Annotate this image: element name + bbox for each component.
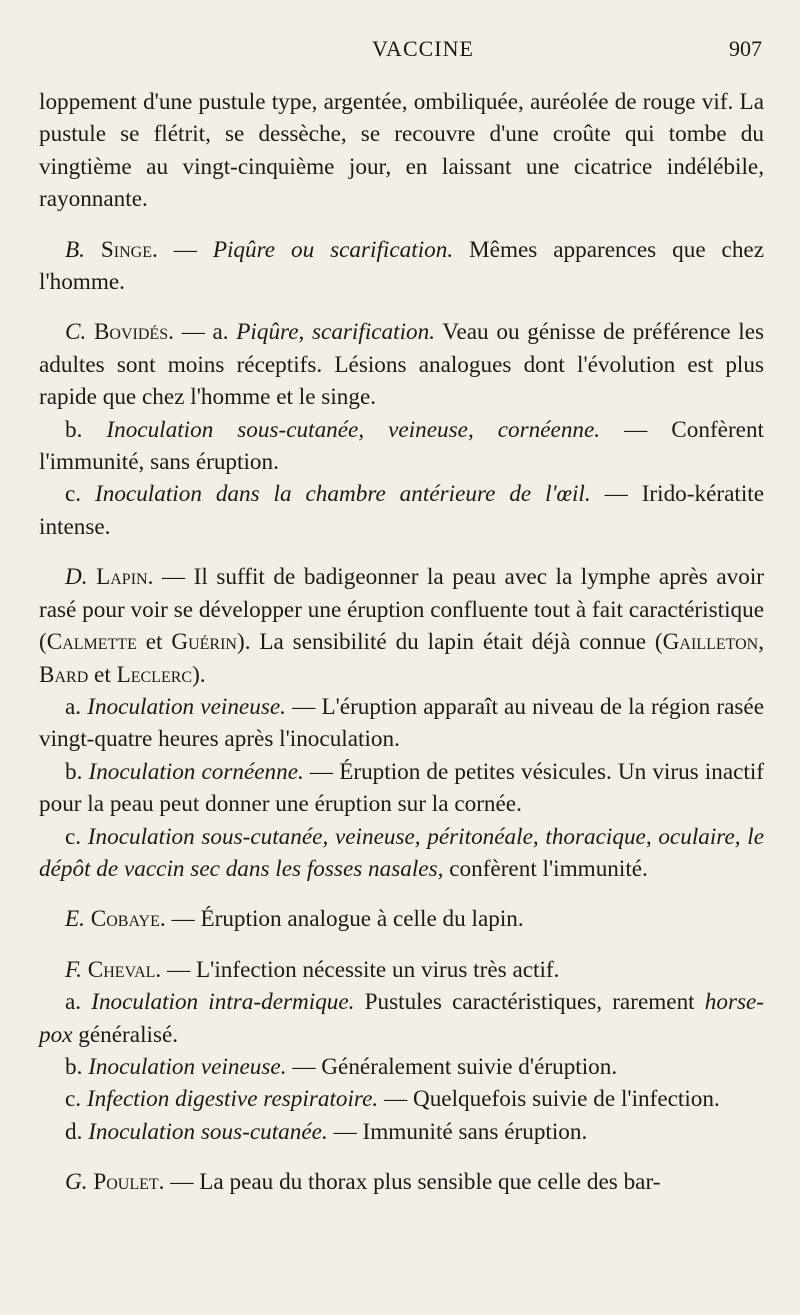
comma: , xyxy=(758,629,765,656)
method-title: Inoculation sous-cutanée. xyxy=(88,1118,328,1145)
method-title: Inoculation veineuse. xyxy=(88,1053,287,1080)
conjunction: et xyxy=(136,629,172,656)
page-header xyxy=(0,36,800,76)
paragraph-text: — Il suffit de badigeonner la peau avec la lymphe après avoir rasé pour voir se développer une éruption confluente tout à fait caractéristique ( xyxy=(39,564,764,656)
sub-label: b. xyxy=(65,758,89,785)
paragraph-text: Veau ou génisse de préférence les adultes sont moins réceptifs. Lésions analogues dont l'évolution est plus rapide que chez l'homme et le singe. xyxy=(39,319,765,411)
paragraph-text: loppement d'une pustule type, argentée, ombiliquée, auréolée de rouge vif. La pustule se flétrit, se dessèche, se recouvre d'une croûte qui tombe du vingtième au vingt-cinquième jour, en laissant une cicatrice indélébile, rayonnante. xyxy=(39,89,764,213)
separator: — xyxy=(173,319,213,346)
paragraph-text: — Quelquefois suivie de l'infection. xyxy=(378,1086,720,1113)
paragraph-text: — Éruption analogue à celle du lapin. xyxy=(165,906,524,933)
sub-label: c. xyxy=(65,481,96,508)
paragraph-text: Mêmes apparences que chez l'homme. xyxy=(39,236,764,296)
subsection-d-a xyxy=(39,691,764,756)
paragraph-text: — La peau du thorax plus sensible que celle des bar- xyxy=(164,1169,661,1196)
paragraph-text: — Généralement suivie d'éruption. xyxy=(286,1053,618,1080)
section-f-cheval xyxy=(39,954,764,986)
paragraph-text: — L'infection nécessite un virus très actif. xyxy=(161,956,560,983)
section-b-singe xyxy=(39,234,764,299)
paragraph-text: ). xyxy=(192,661,206,688)
subsection-f-c xyxy=(39,1083,764,1115)
subsection-f-b xyxy=(39,1051,764,1083)
paragraph-pustule xyxy=(39,86,764,216)
section-heading: Poulet. xyxy=(93,1169,165,1196)
sub-label: d. xyxy=(65,1118,89,1145)
section-e-cobaye xyxy=(39,903,764,935)
paragraph-text: Pustules caractéristiques, rarement xyxy=(354,989,705,1016)
subsection-c-c xyxy=(39,478,764,543)
sub-label: b. xyxy=(65,416,107,443)
section-letter: D. xyxy=(65,564,88,591)
method-title: Inoculation sous-cutanée, veineuse, péritonéale, thoracique, oculaire, le dépôt de vaccin sec dans les fosses nasales, xyxy=(39,823,764,882)
method-title: Piqûre, scarification. xyxy=(236,319,436,346)
conjunction: et xyxy=(88,661,117,688)
method-title: Inoculation intra-dermique. xyxy=(91,989,355,1016)
subsection-f-d xyxy=(39,1116,764,1148)
method-title: Inoculation sous-cutanée, veineuse, cornéenne. xyxy=(106,416,601,443)
paragraph-text: — Irido-kératite intense. xyxy=(39,481,765,540)
section-letter: F. xyxy=(65,956,82,983)
subsection-d-b xyxy=(39,756,764,821)
paragraph-text: ). La sensibilité du lapin était déjà connue ( xyxy=(236,629,663,656)
section-d-lapin xyxy=(39,561,764,691)
page-number: 907 xyxy=(729,36,762,61)
term: horse-pox xyxy=(39,989,764,1048)
sub-label: a. xyxy=(65,693,88,720)
section-heading: Cheval. xyxy=(87,956,162,983)
paragraph-text: — Immunité sans éruption. xyxy=(327,1118,588,1145)
section-letter: G. xyxy=(65,1169,88,1196)
paragraph-text: — Confèrent l'immunité, sans éruption. xyxy=(39,416,765,476)
section-heading: Cobaye. xyxy=(90,906,166,933)
subsection-d-c xyxy=(39,821,764,886)
section-letter: B. xyxy=(65,236,85,263)
method-title: Infection digestive respiratoire. xyxy=(86,1086,379,1113)
section-heading: Bovidés. xyxy=(93,319,174,346)
sub-label: b. xyxy=(65,1053,89,1080)
paragraph-text: — L'éruption apparaît au niveau de la région rasée vingt-quatre heures après l'inoculation. xyxy=(39,693,764,753)
method-title: Piqûre ou scarification. xyxy=(212,236,454,263)
sub-label: c. xyxy=(65,1086,87,1113)
author-name: Calmette xyxy=(46,629,137,656)
section-heading: Lapin. xyxy=(96,564,154,591)
body-text xyxy=(39,86,764,1199)
running-title: VACCINE xyxy=(372,36,474,61)
subsection-f-a xyxy=(39,986,764,1051)
section-c-bovides xyxy=(39,316,764,413)
section-letter: E. xyxy=(65,906,85,933)
method-title: Inoculation veineuse. xyxy=(87,693,286,720)
author-name: Leclerc xyxy=(116,661,193,688)
section-g-poulet xyxy=(39,1166,764,1198)
subsection-c-b xyxy=(39,414,764,479)
method-title: Inoculation cornéenne. xyxy=(88,758,304,785)
paragraph-text: — Éruption de petites vésicules. Un virus inactif pour la peau peut donner une éruption sur la cornée. xyxy=(39,758,765,818)
sub-label: a. xyxy=(212,319,237,346)
sub-label: a. xyxy=(65,989,92,1016)
section-heading: Singe. xyxy=(100,236,158,263)
paragraph-text: généralisé. xyxy=(72,1021,179,1048)
author-name: Bard xyxy=(39,661,89,688)
separator: — xyxy=(157,236,213,263)
paragraph-text: confèrent l'immunité. xyxy=(443,855,648,882)
section-letter: C. xyxy=(65,319,87,346)
method-title: Inoculation dans la chambre antérieure de l'œil. xyxy=(95,481,591,508)
author-name: Gailleton xyxy=(662,629,759,656)
author-name: Guérin xyxy=(171,629,237,656)
sub-label: c. xyxy=(65,823,88,850)
